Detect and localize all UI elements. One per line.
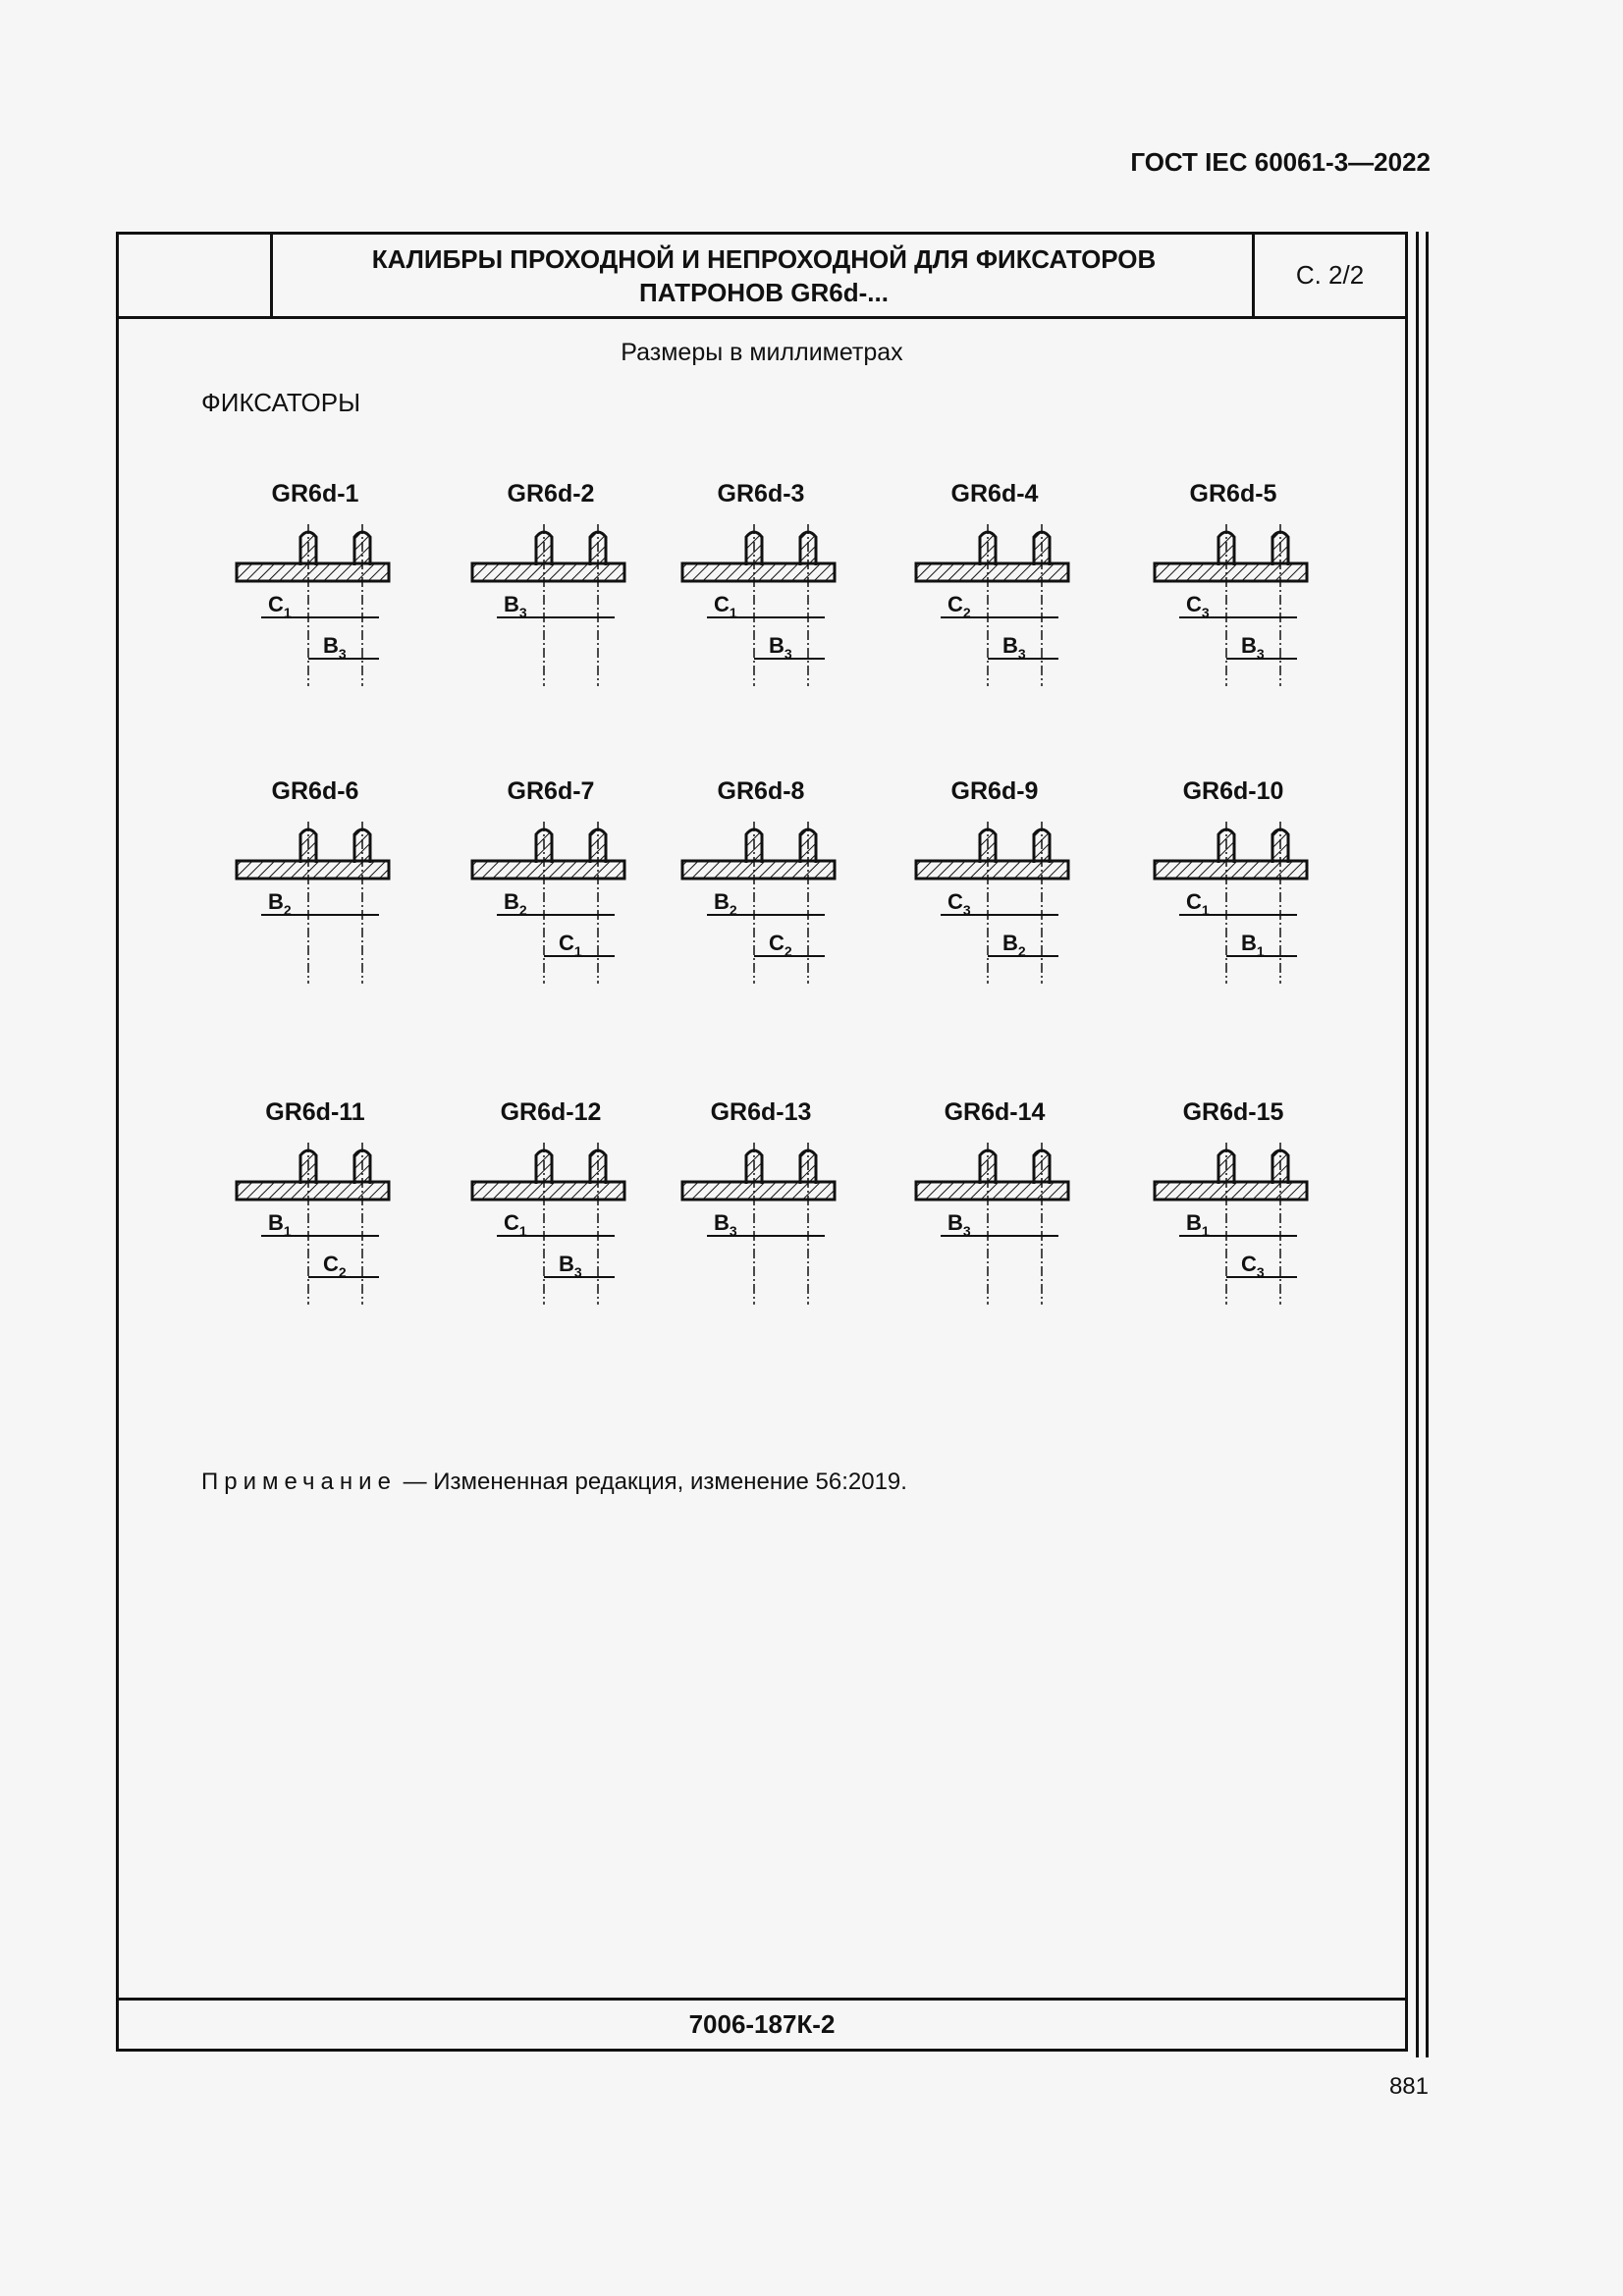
fixator-label: GR6d-1 [271, 480, 359, 507]
fixator-drawing [887, 1138, 1103, 1354]
fixator-figure [653, 480, 869, 735]
dimension-label: $B_1$ [1241, 931, 1265, 959]
dimension-label: $B_1$ [1186, 1210, 1210, 1239]
dimension-label: $B_3$ [947, 1210, 971, 1239]
fixator-figure [207, 1098, 423, 1354]
fixator-base-section [237, 563, 389, 581]
dimension-label: $C_1$ [504, 1210, 527, 1239]
title-block-blank-cell [119, 235, 273, 316]
fixator-label: GR6d-11 [265, 1098, 365, 1126]
dimension-label: $C_2$ [323, 1252, 347, 1280]
dimension-label: $C_1$ [1186, 889, 1210, 918]
dimension-label: $C_3$ [1241, 1252, 1265, 1280]
fixator-base-section [472, 563, 624, 581]
sheet-page: С. 2/2 [1252, 235, 1405, 316]
fixator-drawing [887, 817, 1103, 1033]
fixator-base-section [916, 563, 1068, 581]
fixator-drawing [1125, 817, 1341, 1033]
dimension-label: $B_2$ [504, 889, 527, 918]
fixator-figure [1125, 1098, 1341, 1354]
fixator-figure [1125, 480, 1341, 735]
dimension-label: $C_2$ [769, 931, 792, 959]
fixator-label: GR6d-4 [950, 480, 1039, 507]
fixator-base-section [237, 861, 389, 879]
dimension-label: $B_3$ [714, 1210, 737, 1239]
dimension-label: $B_2$ [268, 889, 292, 918]
fixator-figure [207, 777, 423, 1033]
fixator-drawing [1125, 519, 1341, 735]
fixator-figure [1125, 777, 1341, 1033]
fixator-figure [443, 777, 659, 1033]
fixator-base-section [237, 1182, 389, 1200]
fixator-base-section [682, 861, 835, 879]
dimension-label: $B_3$ [559, 1252, 582, 1280]
sheet-title-line1: КАЛИБРЫ ПРОХОДНОЙ И НЕПРОХОДНОЙ ДЛЯ ФИКСАТОРОВ [371, 243, 1157, 274]
drawing-number: 7006-187К-2 [119, 1998, 1405, 2049]
fixator-label: GR6d-14 [944, 1098, 1046, 1126]
frame-edge-line [1416, 232, 1419, 2057]
fixator-label: GR6d-15 [1182, 1098, 1284, 1126]
fixator-figure [887, 1098, 1103, 1354]
fixator-figure [887, 480, 1103, 735]
fixator-base-section [1155, 563, 1307, 581]
fixator-base-section [472, 861, 624, 879]
fixator-drawing [207, 1138, 423, 1354]
dimension-label: $B_3$ [504, 592, 527, 620]
fixator-figure [653, 1098, 869, 1354]
fixator-figure [443, 480, 659, 735]
fixator-label: GR6d-8 [717, 777, 805, 805]
dimension-label: $C_3$ [947, 889, 971, 918]
fixator-label: GR6d-10 [1182, 777, 1284, 805]
fixator-figure [207, 480, 423, 735]
fixator-base-section [1155, 861, 1307, 879]
drawing-frame [116, 232, 1408, 2052]
sheet-title [273, 235, 1255, 316]
fixator-figure [443, 1098, 659, 1354]
dimension-label: $C_1$ [268, 592, 292, 620]
fixator-label: GR6d-2 [507, 480, 595, 507]
dimension-label: $B_3$ [1002, 633, 1026, 662]
dimension-label: $C_1$ [714, 592, 737, 620]
dimension-label: $B_3$ [1241, 633, 1265, 662]
fixator-base-section [472, 1182, 624, 1200]
fixator-label: GR6d-5 [1189, 480, 1277, 507]
fixator-drawing [653, 817, 869, 1033]
dimension-label: $C_1$ [559, 931, 582, 959]
standard-code: ГОСТ IEC 60061-3—2022 [1130, 147, 1431, 177]
fixator-base-section [916, 861, 1068, 879]
dimension-label: $C_2$ [947, 592, 971, 620]
fixator-drawing [443, 519, 659, 735]
fixator-drawing [653, 1138, 869, 1354]
fixator-drawing [653, 519, 869, 735]
fixator-drawing [887, 519, 1103, 735]
fixator-drawing [1125, 1138, 1341, 1354]
fixator-drawing [207, 817, 423, 1033]
note [201, 1468, 907, 1496]
fixator-figure [887, 777, 1103, 1033]
page-number: 881 [1388, 2073, 1429, 2100]
fixator-drawing [443, 817, 659, 1033]
title-block [119, 235, 1405, 319]
fixator-base-section [682, 563, 835, 581]
fixator-label: GR6d-6 [271, 777, 359, 805]
dimension-label: $B_1$ [268, 1210, 292, 1239]
sheet-title-line2: ПАТРОНОВ GR6d-... [639, 277, 889, 307]
fixator-base-section [1155, 1182, 1307, 1200]
fixator-label: GR6d-3 [717, 480, 805, 507]
fixator-base-section [916, 1182, 1068, 1200]
dimension-label: $B_2$ [714, 889, 737, 918]
frame-edge-line-2 [1426, 232, 1429, 2057]
fixator-drawing [443, 1138, 659, 1354]
fixator-figure [653, 777, 869, 1033]
fixator-label: GR6d-7 [507, 777, 595, 805]
dimension-label: $B_3$ [323, 633, 347, 662]
dimension-label: $B_2$ [1002, 931, 1026, 959]
dimension-label: $C_3$ [1186, 592, 1210, 620]
note-prefix: Примечание [201, 1468, 397, 1495]
fixator-label: GR6d-13 [710, 1098, 812, 1126]
fixator-drawing [207, 519, 423, 735]
dimension-label: $B_3$ [769, 633, 792, 662]
note-text: — Измененная редакция, изменение 56:2019. [396, 1468, 907, 1495]
units-note: Размеры в миллиметрах [621, 339, 903, 366]
section-title: ФИКСАТОРЫ [201, 388, 361, 417]
fixator-base-section [682, 1182, 835, 1200]
fixator-label: GR6d-9 [950, 777, 1039, 805]
fixator-label: GR6d-12 [500, 1098, 602, 1126]
